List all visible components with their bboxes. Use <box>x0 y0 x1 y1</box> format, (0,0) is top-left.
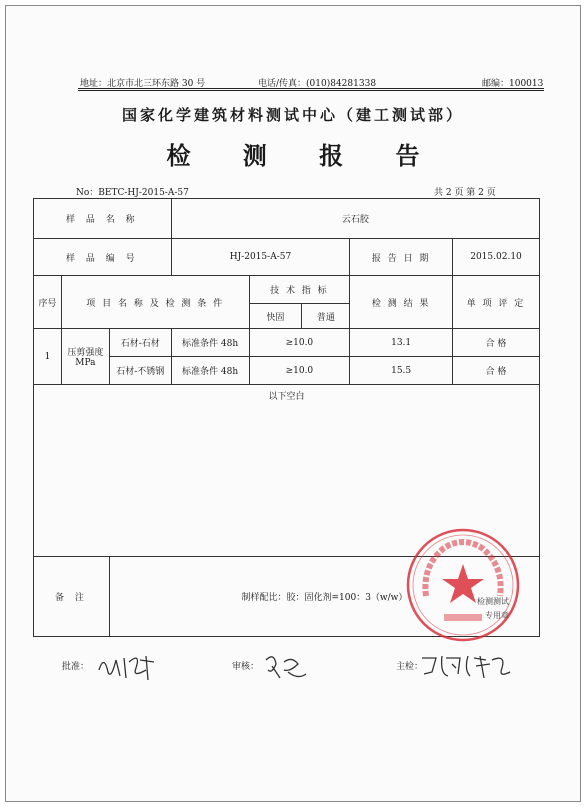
sub-condition: 标准条件 48h <box>171 357 249 385</box>
sub-judgement: 合 格 <box>453 357 540 385</box>
header-rule-2 <box>78 90 544 91</box>
official-seal <box>404 526 522 644</box>
table-row <box>34 329 540 357</box>
sub-material: 石材-石材 <box>109 329 171 357</box>
approve-label: 批准： <box>62 662 90 672</box>
row-item <box>61 329 109 385</box>
main-label: 主检： <box>396 662 424 672</box>
table-row <box>34 357 540 385</box>
doc-title: 检 测 报 告 <box>166 142 442 170</box>
sample-name-row <box>34 199 540 239</box>
sample-id-row <box>34 239 540 276</box>
sample-id-value: HJ-2015-A-57 <box>171 239 350 276</box>
main-signature <box>420 650 512 685</box>
spec-header: 技 术 指 标 <box>249 276 350 304</box>
approve-signature <box>96 650 158 687</box>
address-text: 地址：北京市北三环东路 30 号 <box>80 79 206 89</box>
spec-fast-header: 快固 <box>249 304 302 329</box>
sample-name-value: 云石胶 <box>171 199 539 239</box>
sub-result: 15.5 <box>350 357 453 385</box>
blank-below-text: 以下空白 <box>34 385 540 557</box>
item-header: 项 目 名 称 及 检 测 条 件 <box>61 276 249 329</box>
header-rule <box>78 88 544 89</box>
remarks-text: 制样配比：胶：固化剂=100：3（w/w） <box>109 557 539 637</box>
row-seq: 1 <box>34 329 62 385</box>
org-name: 国家化学建筑材料测试中心（建工测试部） <box>121 106 464 124</box>
remarks-label: 备 注 <box>34 557 110 637</box>
page-info: 共 2 页 第 2 页 <box>434 188 496 198</box>
report-date-value: 2015.02.10 <box>453 239 540 276</box>
result-header: 检 测 结 果 <box>350 276 453 329</box>
report-number: No：BETC-HJ-2015-A-57 <box>76 188 189 198</box>
seq-header: 序号 <box>34 276 62 329</box>
judgement-header: 单 项 评 定 <box>453 276 540 329</box>
sample-name-label: 样 品 名 称 <box>34 199 172 239</box>
review-signature <box>262 650 310 687</box>
sub-spec: ≥10.0 <box>249 357 350 385</box>
seal-overlay-text: 检测测试 <box>477 597 509 606</box>
sub-material: 石材-不锈钢 <box>109 357 171 385</box>
row-item-name: 压剪强度 <box>67 348 104 358</box>
sub-judgement: 合 格 <box>453 329 540 357</box>
spec-normal-header: 普通 <box>302 304 350 329</box>
column-header-row-1 <box>34 276 540 304</box>
phone-text: 电话/传真：(010)84281338 <box>258 79 377 89</box>
sub-result: 13.1 <box>350 329 453 357</box>
sub-condition: 标准条件 48h <box>171 329 249 357</box>
row-item-unit: MPa <box>75 358 96 368</box>
seal-overlay-text-2: 专用章 <box>485 611 509 620</box>
review-label: 审核： <box>232 662 260 672</box>
sample-id-label: 样 品 编 号 <box>34 239 172 276</box>
report-date-label: 报 告 日 期 <box>350 239 453 276</box>
postcode-text: 邮编：100013 <box>482 79 544 89</box>
sub-spec: ≥10.0 <box>249 329 350 357</box>
